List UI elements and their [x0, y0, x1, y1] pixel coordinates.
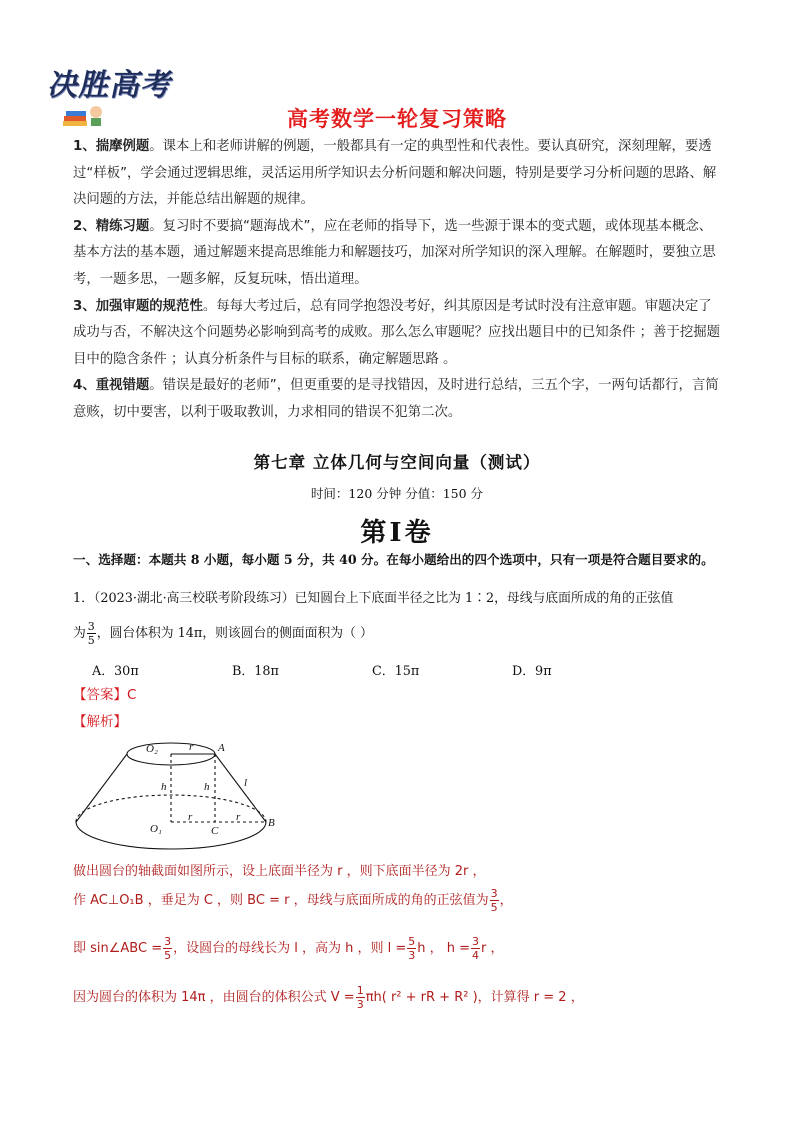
fraction: $\frac{3}{5}$	[164, 935, 172, 962]
logo-text: 决胜高考	[45, 68, 177, 103]
question-1-line1: 1．（2023·湖北·高三校联考阶段练习）已知圆台上下底面半径之比为 1∶2，母线与底面所成的角的正弦值	[73, 591, 674, 606]
option-a: A．30π	[92, 664, 139, 679]
section-heading: 一、选择题：本题共 8 小题，每小题 5 分，共 40 分。在每小题给出的四个选项中，只有一项是符合题目要求的。	[73, 552, 714, 567]
label-a: A	[218, 742, 225, 754]
strategy-item: 4、重视错题。错误是最好的老师”，但更重要的是寻找错因，及时进行总结，三五个字，一两句话都行，言简意赅，切中要害，以利于吸取教训，力求相同的错误不犯第二次。	[73, 378, 719, 420]
solution-line-4: 因为圆台的体积为 14π ，由圆台的体积公式 V = $\frac{1}{3}$ πh( r² + rR + R² )，计算得 r = 2 ，	[73, 984, 584, 1011]
label-h-right: h	[204, 781, 210, 793]
frustum-figure	[66, 736, 276, 851]
answer-label: 【答案】C	[73, 687, 137, 703]
question-1-line2: 为 $\frac{3}{5}$ ，圆台体积为 14π，则该圆台的侧面面积为（ ）	[73, 620, 373, 647]
strategy-item: 3、加强审题的规范性。每每大考过后，总有同学抱怨没考好，纠其原因是考试时没有注意审题。审题决定了成功与否，不解决这个问题势必影响到高考的成败。那么怎么审题呢？应找出题目中的已知条件 ；善于挖掘题目中的隐含条件 ；认真分析条件与目标的联系，确定解题思路 。	[73, 298, 721, 367]
main-title: 高考数学一轮复习策略	[287, 107, 507, 131]
chapter-title: 第七章 立体几何与空间向量（测试）	[253, 453, 541, 472]
label-b: B	[268, 817, 275, 829]
label-l: l	[244, 777, 248, 789]
bottom-ellipse-front	[76, 822, 266, 849]
strategy-item: 1、揣摩例题。课本上和老师讲解的例题，一般都具有一定的典型性和代表性。要认真研究，深刻理解，要透过“样板”，学会通过逻辑思维，灵活运用所学知识去分析问题和解决问题，特别是要学习分析问题的思路、解决问题的方法，并能总结出解题的规律。	[73, 139, 717, 208]
option-d: D．9π	[512, 664, 552, 679]
label-o2: O₂	[146, 743, 158, 755]
fraction: $\frac{3}{5}$	[490, 887, 498, 914]
right-generatrix	[215, 754, 266, 822]
solution-line-3: 即 sin∠ABC = $\frac{3}{5}$ ，设圆台的母线长为 l ，高为 h ，则 l = $\frac{5}{3}$ h ， h = $\frac{3}{4}$ r ，	[73, 935, 504, 962]
label-r-b2: r	[236, 811, 241, 823]
solution-line-1: 做出圆台的轴截面如图所示，设上底面半径为 r ，则下底面半径为 2r ，	[73, 864, 486, 879]
left-generatrix	[76, 754, 127, 822]
option-b: B．18π	[232, 664, 279, 679]
solution-line-2: 作 AC⊥O₁B ，垂足为 C ，则 BC = r ，母线与底面所成的角的正弦值为 $\frac{3}{5}$ ，	[73, 887, 513, 914]
label-r-b1: r	[188, 811, 193, 823]
label-o1: O₁	[150, 823, 162, 835]
analysis-label: 【解析】	[73, 714, 127, 730]
strategy-list	[73, 134, 725, 427]
label-h-left: h	[161, 781, 167, 793]
label-c: C	[211, 825, 219, 837]
volume-title: 第Ⅰ卷	[360, 518, 434, 548]
fraction: $\frac{1}{3}$	[356, 984, 364, 1011]
fraction: $\frac{3}{5}$	[87, 620, 95, 647]
time-score: 时间：120 分钟 分值：150 分	[310, 486, 484, 501]
option-c: C．15π	[372, 664, 420, 679]
strategy-item: 2、精练习题。复习时不要搞“题海战术”，应在老师的指导下，选一些源于课本的变式题，或体现基本概念、基本方法的基本题，通过解题来提高思维能力和解题技巧，加深对所学知识的深入理解。在解题时，要独立思考，一题多思，一题多解，反复玩味，悟出道理。	[73, 218, 716, 287]
question-1-options	[92, 660, 652, 679]
label-r-top: r	[189, 741, 194, 753]
fraction: $\frac{3}{4}$	[472, 935, 480, 962]
fraction: $\frac{5}{3}$	[408, 935, 416, 962]
